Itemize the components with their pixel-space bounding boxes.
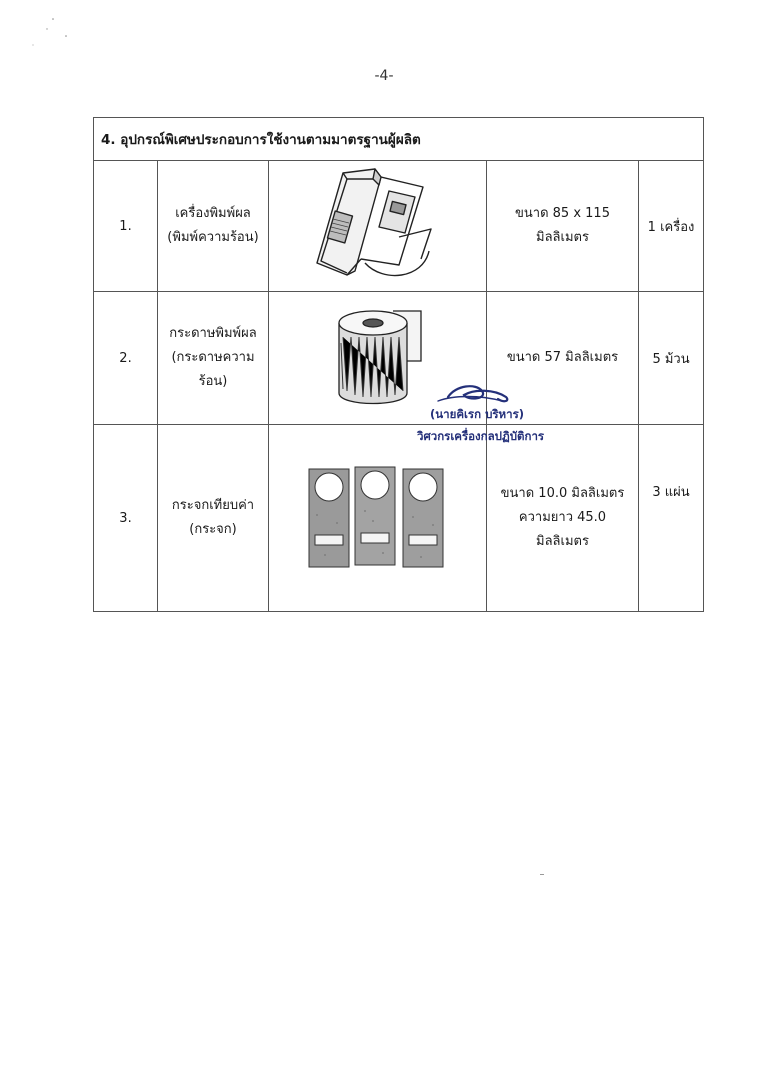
item-name-line: ร้อน) <box>198 374 228 389</box>
table-row <box>94 161 704 292</box>
equipment-table <box>93 117 704 612</box>
item-name-line: กระดาษพิมพ์ผล <box>169 326 257 341</box>
signatory-name: (นายคิเรก บริหาร) <box>430 407 525 421</box>
item-name-line: เครื่องพิมพ์ผล <box>175 206 251 221</box>
table-row <box>94 425 704 612</box>
calibration-glass-icon <box>303 465 453 571</box>
item-quantity: 5 ม้วน <box>639 292 704 425</box>
item-image <box>269 161 487 292</box>
item-description-line: ขนาด 57 มิลลิเมตร <box>506 350 619 365</box>
item-name <box>158 425 269 612</box>
item-name-line: (กระดาษความ <box>171 350 255 365</box>
item-description <box>487 161 639 292</box>
item-description-line: ขนาด 85 x 115 มิลลิเมตร <box>515 206 610 245</box>
item-quantity: 3 แผ่น <box>639 425 704 612</box>
thermal-printer-icon <box>303 167 453 285</box>
item-description-line: ความยาว 45.0 มิลลิเมตร <box>518 510 607 549</box>
item-name-line: (พิมพ์ความร้อน) <box>167 230 259 245</box>
item-number: 1. <box>94 161 158 292</box>
section-title: 4. อุปกรณ์พิเศษประกอบการใช้งานตามมาตรฐานผู้ผลิต <box>94 118 704 161</box>
item-description-line: ขนาด 10.0 มิลลิเมตร <box>500 486 625 501</box>
item-quantity: 1 เครื่อง <box>639 161 704 292</box>
item-description <box>487 425 639 612</box>
item-image <box>269 425 487 612</box>
item-name <box>158 292 269 425</box>
page-number: -4- <box>374 68 394 84</box>
signatory-title: วิศวกรเครื่องกลปฏิบัติการ <box>417 429 545 443</box>
item-number: 2. <box>94 292 158 425</box>
item-name-line: (กระจก) <box>189 522 237 537</box>
table-row <box>94 292 704 425</box>
item-name-line: กระจกเทียบค่า <box>171 498 255 513</box>
item-name <box>158 161 269 292</box>
scan-mark <box>540 874 544 875</box>
scan-specks <box>20 15 80 55</box>
item-number: 3. <box>94 425 158 612</box>
